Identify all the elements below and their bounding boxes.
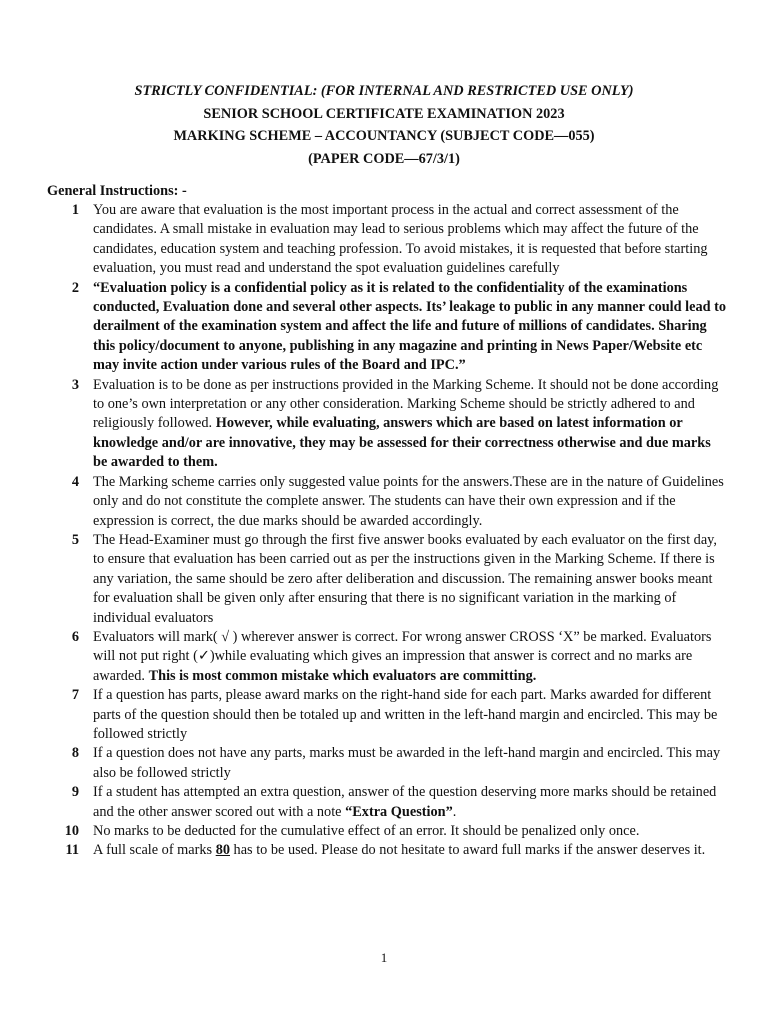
- exam-title: SENIOR SCHOOL CERTIFICATE EXAMINATION 2023: [203, 105, 565, 122]
- instruction-text: The Head-Examiner must go through the first five answer books evaluated by each evaluator on the first day, to ensure that evaluation has been carried out as per the instructions given in the Marking Scheme. If there is any variation, the same should be zero after deliberation and discussion. The remaining answer books meant for evaluation shall be given only after ensuring that there is no significant variation in the marking of individual evaluators: [93, 531, 717, 626]
- instruction-text: A full scale of marks: [93, 842, 216, 859]
- instruction-text: If a question does not have any parts, marks must be awarded in the left-hand margin and encircled. This may also be followed strictly: [93, 745, 721, 781]
- instruction-item: [47, 841, 727, 860]
- page-number: 1: [380, 950, 388, 965]
- instruction-text: The Marking scheme carries only suggested value points for the answers.These are in the nature of Guidelines only and do not constitute the complete answer. The students can have their own expression and if the expression is correct, the due marks should be awarded accordingly.: [93, 473, 724, 529]
- marking-scheme-title: MARKING SCHEME – ACCOUNTANCY (SUBJECT CODE—055): [173, 128, 595, 144]
- instruction-item: [47, 822, 727, 841]
- general-instructions-heading: General Instructions: -: [47, 183, 187, 199]
- instruction-text: If a question has parts, please award marks on the right-hand side for each part. Marks awarded for different parts of the question should then be totaled up and written in the left-hand margin and encircled. This may be followed strictly: [93, 687, 718, 742]
- full-marks-value: 80: [215, 842, 230, 859]
- instruction-number: 8: [71, 745, 79, 762]
- instruction-text: If a student has attempted an extra question, answer of the question deserving more marks should be retained and the other answer scored out with a note: [93, 784, 717, 820]
- instruction-bold-text: “Extra Question”: [345, 803, 453, 820]
- instruction-number: 1: [71, 202, 79, 218]
- instruction-item: [47, 686, 727, 744]
- instruction-number: 3: [71, 376, 79, 393]
- instruction-bold-text: However, while evaluating, answers which are based on latest information or knowledge and/or are innovative, they may be assessed for their correctness otherwise and due marks be awarded to them.: [93, 415, 711, 471]
- document-header: [0, 80, 768, 170]
- instruction-item: [47, 473, 727, 531]
- instruction-item: [47, 628, 727, 686]
- instruction-number: 4: [71, 473, 79, 490]
- instruction-number: 2: [71, 279, 79, 296]
- instruction-item: [47, 279, 727, 376]
- instruction-number: 7: [71, 687, 79, 704]
- instruction-item: [47, 531, 727, 628]
- instruction-number: 6: [71, 628, 79, 645]
- instruction-item: [47, 783, 727, 822]
- confidential-notice: STRICTLY CONFIDENTIAL: (FOR INTERNAL AND RESTRICTED USE ONLY): [134, 83, 634, 99]
- instruction-tail: has to be used. Please do not hesitate to award full marks if the answer deserves it.: [229, 842, 706, 859]
- instruction-number: 11: [65, 842, 79, 859]
- instruction-item: [47, 744, 727, 783]
- instruction-tail: .: [452, 803, 457, 820]
- instruction-item: [47, 201, 727, 279]
- instruction-text: Evaluation is to be done as per instructions provided in the Marking Scheme. It should not be done according to one’s own interpretation or any other consideration. Marking Scheme should be strictly adhered to and religiously followed.: [93, 376, 719, 432]
- paper-code: (PAPER CODE—67/3/1): [308, 150, 460, 167]
- instruction-number: 10: [64, 823, 79, 839]
- instruction-bold-text: “Evaluation policy is a confidential policy as it is related to the confidentiality of the examinations conducted, Evaluation done and several other aspects. Its’ leakage to public in any manner could lead to derailment of the examination system and affect the life and future of millions of candidates. Sharing this policy/document to anyone, publishing in any magazine and printing in News Paper/Website etc may invite action under various rules of the Board and IPC.”: [93, 279, 727, 374]
- instruction-bold-text: This is most common mistake which evaluators are committing.: [148, 667, 537, 684]
- instruction-text: No marks to be deducted for the cumulative effect of an error. It should be penalized only once.: [93, 823, 640, 839]
- instruction-item: [47, 376, 727, 473]
- instruction-text: Evaluators will mark( √ ) wherever answer is correct. For wrong answer CROSS ‘X” be marked. Evaluators will not put right (✓)while evaluating which gives an impression that answer is correct and no marks are awarded.: [93, 628, 712, 684]
- instruction-number: 9: [71, 784, 79, 801]
- instruction-number: 5: [71, 531, 79, 548]
- instructions-list: [47, 201, 727, 861]
- instruction-text: You are aware that evaluation is the most important process in the actual and correct assessment of the candidates. A small mistake in evaluation may lead to serious problems which may affect the future of the candidates, education system and teaching profession. To avoid mistakes, it is requested that before starting evaluation, you must read and understand the spot evaluation guidelines carefully: [93, 202, 708, 277]
